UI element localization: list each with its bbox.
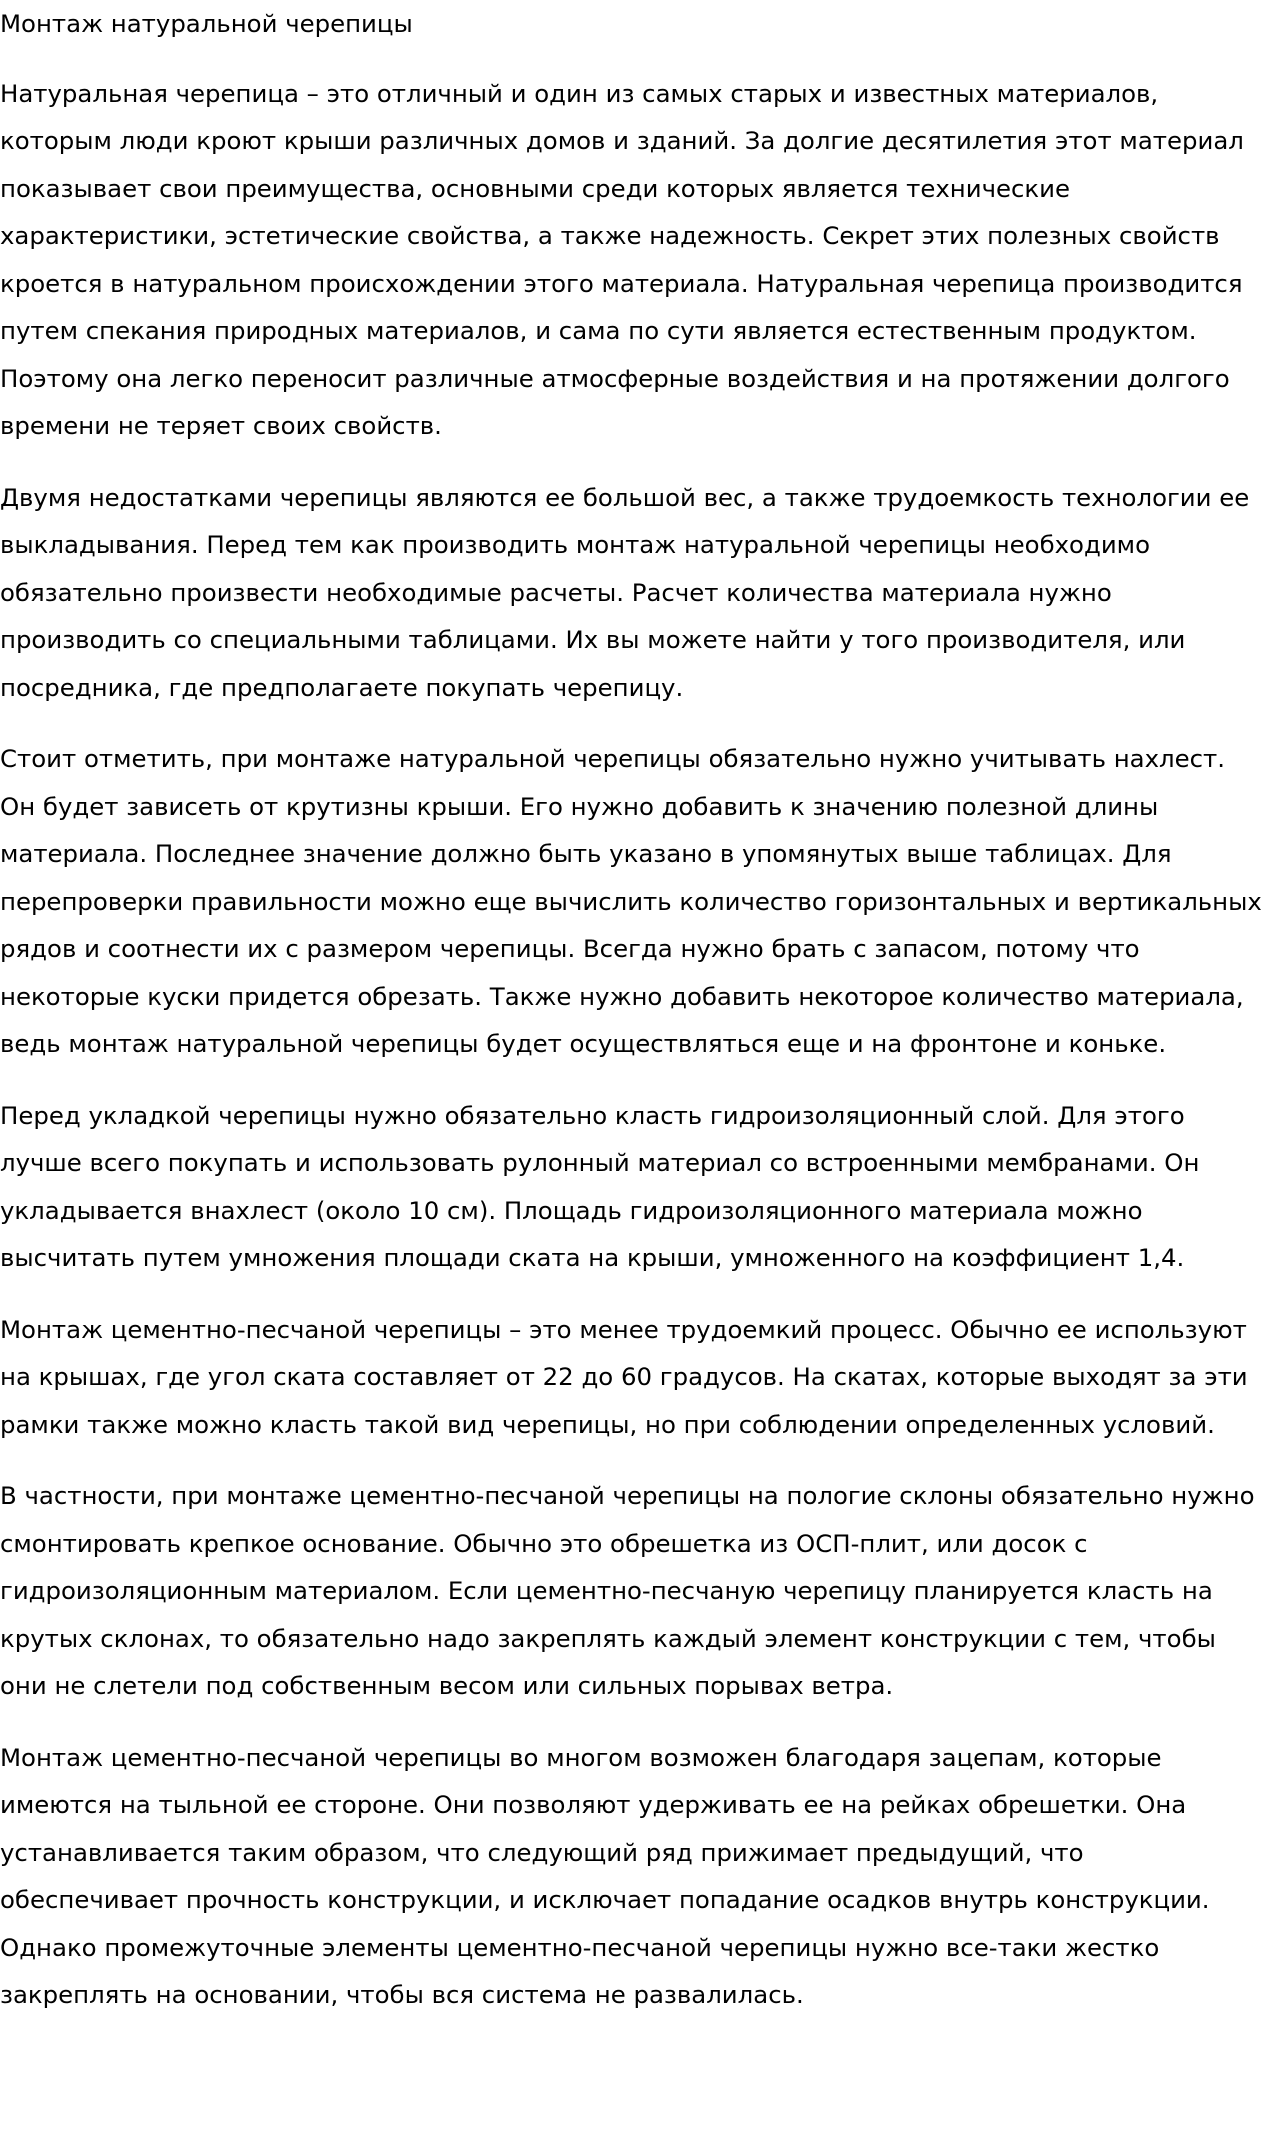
- paragraph-waterproofing: Перед укладкой черепицы нужно обязательно класть гидроизоляционный слой. Для этого лучше всего покупать и использовать рулонный материал со встроенными мембранами. Он укладывается внахлест (около 10 см). Площадь гидроизоляционного материала можно высчитать путем умножения площади ската на крыши, умноженного на коэффициент 1,4.: [0, 1100, 1200, 1272]
- paragraph-disadvantages: Двумя недостатками черепицы являются ее большой вес, а также трудоемкость технологии ее выкладывания. Перед тем как производить монтаж натуральной черепицы необходимо обязательно произвести необходимые расчеты. Расчет количества материала нужно производить со специальными таблицами. Их вы можете найти у того производителя, или посредника, где предполагаете покупать черепицу.: [0, 482, 1250, 702]
- article-title: Монтаж натуральной черепицы: [0, 9, 413, 38]
- paragraph-cement-sand-intro: Монтаж цементно-песчаной черепицы – это менее трудоемкий процесс. Обычно ее используют на крышах, где угол ската составляет от 22 до 60 градусов. На скатах, которые выходят за эти рамки также можно класть такой вид черепицы, но при соблюдении определенных условий.: [0, 1314, 1248, 1439]
- paragraph-natural-tile-intro: Натуральная черепица – это отличный и один из самых старых и известных материалов, которым люди кроют крыши различных домов и зданий. За долгие десятилетия этот материал показывает свои преимущества, основными среди которых является технические характеристики, эстетические свойства, а также надежность. Секрет этих полезных свойств кроется в натуральном происхождении этого материала. Натуральная черепица производится путем спекания природных материалов, и сама по сути является естественным продуктом. Поэтому она легко переносит различные атмосферные воздействия и на протяжении долгого времени не теряет своих свойств.: [0, 78, 1244, 440]
- paragraph-overlap: Стоит отметить, при монтаже натуральной черепицы обязательно нужно учитывать нахлест. Он будет зависеть от крутизны крыши. Его нужно добавить к значению полезной длины материала. Последнее значение должно быть указано в упомянутых выше таблицах. Для перепроверки правильности можно еще вычислить количество горизонтальных и вертикальных рядов и соотнести их с размером черепицы. Всегда нужно брать с запасом, потому что некоторые куски придется обрезать. Также нужно добавить некоторое количество материала, ведь монтаж натуральной черепицы будет осуществляться еще и на фронтоне и коньке.: [0, 744, 1262, 1058]
- paragraph-hooks: Монтаж цементно-песчаной черепицы во многом возможен благодаря зацепам, которые имеются на тыльной ее стороне. Они позволяют удерживать ее на рейках обрешетки. Она устанавливается таким образом, что следующий ряд прижимает предыдущий, что обеспечивает прочность конструкции, и исключает попадание осадков внутрь конструкции. Однако промежуточные элементы цементно-песчаной черепицы нужно все-таки жестко закреплять на основании, чтобы вся система не развалилась.: [0, 1742, 1210, 2009]
- paragraph-slopes: В частности, при монтаже цементно-песчаной черепицы на пологие склоны обязательно нужно смонтировать крепкое основание. Обычно это обрешетка из ОСП-плит, или досок с гидроизоляционным материалом. Если цементно-песчаную черепицу планируется класть на крутых склонах, то обязательно надо закреплять каждый элемент конструкции с тем, чтобы они не слетели под собственным весом или сильных порывах ветра.: [0, 1481, 1255, 1700]
